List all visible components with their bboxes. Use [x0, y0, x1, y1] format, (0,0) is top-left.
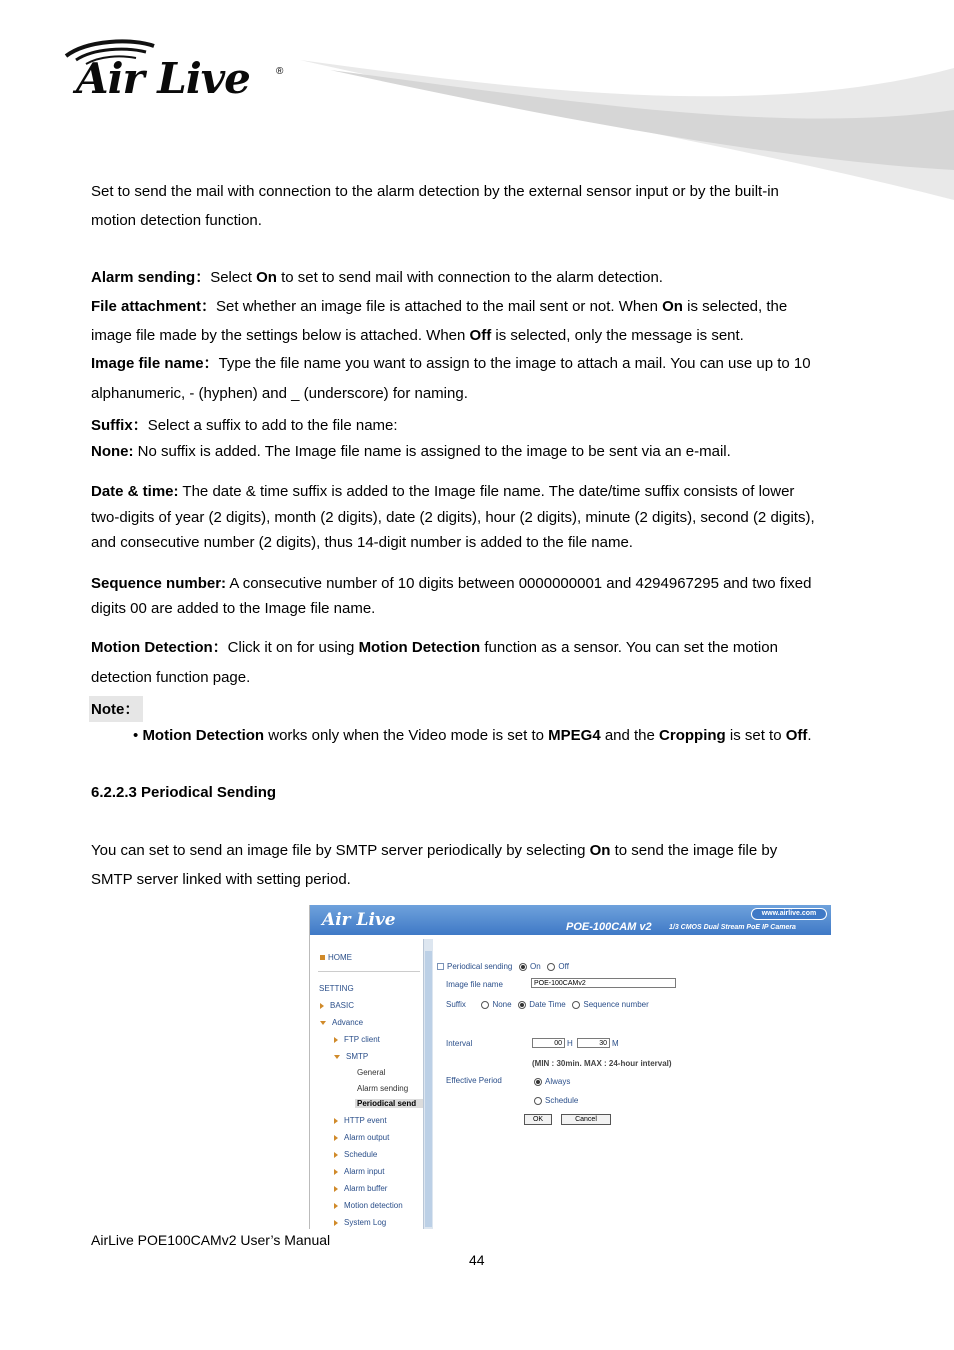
periodical-sending-row — [437, 962, 569, 971]
bullet: • — [133, 727, 139, 744]
note-bullet — [133, 728, 812, 743]
sidebar — [310, 939, 422, 1229]
checkbox-icon — [437, 963, 444, 970]
section-para — [91, 843, 777, 858]
arrow-down-icon — [334, 1055, 340, 1059]
bold: MPEG4 — [548, 727, 601, 744]
bold: Cropping — [659, 727, 726, 744]
text: is set to — [725, 727, 786, 744]
text: You can set to send an image file by SMTP server periodically by selecting — [91, 842, 590, 859]
text: to set to send mail with connection to the alarm detection. — [276, 269, 663, 286]
term: Alarm sending — [91, 269, 196, 286]
sidebar-item-alarm-input[interactable] — [334, 1167, 384, 1176]
label: Alarm output — [344, 1133, 390, 1142]
text: is selected, only the message is sent. — [491, 327, 744, 344]
radio-schedule[interactable] — [534, 1097, 542, 1105]
sidebar-item-ftp-client[interactable] — [334, 1035, 380, 1044]
sequence-para-2: digits 00 are added to the Image file name. — [91, 600, 376, 617]
text: Select — [210, 269, 257, 286]
label: Periodical sending — [447, 962, 513, 971]
label: Alarm buffer — [344, 1184, 388, 1193]
label: System Log — [344, 1218, 387, 1227]
sidebar-item-general[interactable]: General — [357, 1068, 386, 1077]
sidebar-item-alarm-sending[interactable]: Alarm sending — [357, 1084, 409, 1093]
schedule-option[interactable] — [534, 1096, 578, 1105]
sidebar-item-basic[interactable] — [320, 1001, 354, 1010]
home-icon — [320, 955, 325, 960]
alarm-sending-para — [91, 270, 663, 285]
cancel-button[interactable]: Cancel — [561, 1114, 611, 1125]
label: Date Time — [529, 1000, 566, 1009]
image-file-name-input[interactable]: POE-100CAMv2 — [531, 978, 676, 988]
term: Sequence number: — [91, 575, 227, 592]
none-para — [91, 444, 731, 459]
motion-para-2: detection function page. — [91, 669, 251, 686]
bold: Off — [785, 727, 808, 744]
sep: ： — [132, 417, 148, 434]
suffix-row — [446, 1000, 649, 1009]
date-time-para — [91, 484, 794, 499]
sidebar-item-smtp[interactable] — [334, 1052, 368, 1061]
radio-always[interactable] — [534, 1078, 542, 1086]
arrow-right-icon — [334, 1203, 338, 1209]
motion-para — [91, 640, 778, 655]
text: No suffix is added. The Image file name is assigned to the image to be sent via an e-mail. — [133, 443, 731, 460]
sidebar-item-alarm-output[interactable] — [334, 1133, 389, 1142]
text: Click it on for using — [227, 639, 359, 656]
section-heading: 6.2.2.3 Periodical Sending — [91, 784, 277, 801]
sidebar-item-system-log[interactable] — [334, 1218, 386, 1227]
label: Alarm input — [344, 1167, 385, 1176]
arrow-right-icon — [320, 1003, 324, 1009]
text: image file made by the settings below is attached. When — [91, 327, 470, 344]
radio-on[interactable] — [519, 963, 527, 971]
sep: ： — [212, 639, 228, 656]
bold: On — [589, 842, 611, 859]
airlive-logo — [62, 38, 292, 108]
section-para-2: SMTP server linked with setting period. — [91, 871, 351, 888]
bold: On — [256, 269, 277, 286]
label: Schedule — [545, 1096, 579, 1105]
periodical-sending-form — [435, 939, 831, 1229]
radio-off[interactable] — [547, 963, 555, 971]
label: FTP client — [344, 1035, 380, 1044]
label: Advance — [332, 1018, 364, 1027]
label: On — [530, 962, 541, 971]
label: SMTP — [346, 1052, 369, 1061]
intro-line-1: Set to send the mail with connection to the alarm detection by the external sensor input or by the built-in — [91, 183, 779, 200]
file-attachment-para — [91, 299, 787, 314]
label: Off — [558, 962, 569, 971]
term: Suffix — [91, 417, 133, 434]
term: File attachment — [91, 298, 202, 315]
text: . — [807, 727, 812, 744]
arrow-right-icon — [334, 1169, 338, 1175]
label: Suffix — [446, 1000, 466, 1009]
interval-minutes-input[interactable]: 30 — [577, 1038, 610, 1048]
bold: On — [662, 298, 683, 315]
arrow-right-icon — [334, 1220, 338, 1226]
scrollbar-thumb[interactable] — [425, 951, 432, 1227]
sep: ： — [195, 269, 211, 286]
screenshot-logo: Air Live — [322, 910, 396, 930]
intro-line-2: motion detection function. — [91, 212, 262, 229]
logo-text: Air Live — [76, 54, 250, 103]
sequence-para — [91, 576, 811, 591]
radio-sequence-number[interactable] — [572, 1001, 580, 1009]
sep: ： — [203, 355, 219, 372]
arrow-right-icon — [334, 1037, 338, 1043]
ok-button[interactable]: OK — [524, 1114, 552, 1125]
interval-hint: (MIN : 30min. MAX : 24-hour interval) — [532, 1059, 672, 1068]
logo-registered: ® — [276, 66, 284, 77]
bold: Motion Detection — [358, 639, 481, 656]
text: to send the image file by — [610, 842, 778, 859]
interval-label: Interval — [446, 1039, 473, 1048]
sidebar-scrollbar[interactable] — [423, 939, 433, 1229]
label: Motion detection — [344, 1201, 403, 1210]
image-file-name-label: Image file name — [446, 980, 503, 989]
date-time-para-2: two-digits of year (2 digits), month (2 digits), date (2 digits), hour (2 digits), minute (2 digits), second (2 digits), — [91, 509, 815, 526]
camera-settings-screenshot — [309, 905, 831, 1229]
term: None: — [91, 443, 134, 460]
label: HOME — [328, 953, 352, 962]
interval-hours-input[interactable]: 00 — [532, 1038, 565, 1048]
text: A consecutive number of 10 digits between 0000000001 and 4294967295 and two fixed — [226, 575, 812, 592]
arrow-right-icon — [334, 1186, 338, 1192]
image-file-name-para — [91, 356, 811, 371]
footer-manual: AirLive POE100CAMv2 User’s Manual — [91, 1232, 331, 1248]
text: Set whether an image file is attached to the mail sent or not. When — [216, 298, 663, 315]
sidebar-item-advance[interactable] — [320, 1018, 363, 1027]
file-attachment-para-2 — [91, 328, 744, 343]
label: BASIC — [330, 1001, 355, 1010]
sidebar-item-alarm-buffer[interactable] — [334, 1184, 387, 1193]
text: is selected, the — [682, 298, 788, 315]
term: Motion Detection — [91, 639, 213, 656]
text: Select a suffix to add to the file name: — [147, 417, 398, 434]
note-label: Note： — [89, 696, 143, 722]
label: Always — [545, 1077, 571, 1086]
image-file-name-para-2: alphanumeric, - (hyphen) and _ (underscore) for naming. — [91, 385, 468, 402]
arrow-down-icon — [320, 1021, 326, 1025]
sidebar-item-schedule[interactable] — [334, 1150, 377, 1159]
hours-unit: H — [567, 1039, 573, 1048]
arrow-right-icon — [334, 1152, 338, 1158]
sidebar-item-motion-detection[interactable] — [334, 1201, 403, 1210]
effective-period-label: Effective Period — [446, 1076, 502, 1085]
date-time-para-3: and consecutive number (2 digits), thus 14-digit number is added to the file name. — [91, 534, 633, 551]
label: Sequence number — [583, 1000, 649, 1009]
term: Image file name — [91, 355, 204, 372]
label: Schedule — [344, 1150, 378, 1159]
bold: Off — [469, 327, 492, 344]
text: function as a sensor. You can set the motion — [480, 639, 778, 656]
always-option[interactable] — [534, 1077, 570, 1086]
arrow-right-icon — [334, 1135, 338, 1141]
text: The date & time suffix is added to the Image file name. The date/time suffix consists of lower — [178, 483, 795, 500]
bold: Motion Detection — [142, 727, 265, 744]
label: None — [492, 1000, 512, 1009]
model-name: POE-100CAM v2 — [566, 921, 652, 933]
sidebar-item-periodical-sending[interactable]: Periodical send — [355, 1099, 424, 1108]
term: Date & time: — [91, 483, 179, 500]
suffix-para — [91, 418, 398, 433]
model-desc: 1/3 CMOS Dual Stream PoE IP Camera — [669, 924, 796, 931]
radio-none[interactable] — [481, 1001, 489, 1009]
website-link[interactable]: www.airlive.com — [751, 908, 827, 920]
sidebar-item-setting[interactable]: SETTING — [319, 984, 354, 993]
page-number: 44 — [469, 1252, 485, 1268]
screenshot-header — [310, 905, 831, 935]
text: works only when the Video mode is set to — [264, 727, 549, 744]
sep: ： — [201, 298, 217, 315]
text: and the — [600, 727, 660, 744]
minutes-unit: M — [612, 1039, 619, 1048]
sidebar-item-home[interactable] — [320, 953, 352, 962]
radio-date-time[interactable] — [518, 1001, 526, 1009]
divider — [318, 971, 420, 972]
label: HTTP event — [344, 1116, 387, 1125]
sidebar-item-http-event[interactable] — [334, 1116, 387, 1125]
text: Type the file name you want to assign to the image to attach a mail. You can use up to 10 — [218, 355, 811, 372]
arrow-right-icon — [334, 1118, 338, 1124]
